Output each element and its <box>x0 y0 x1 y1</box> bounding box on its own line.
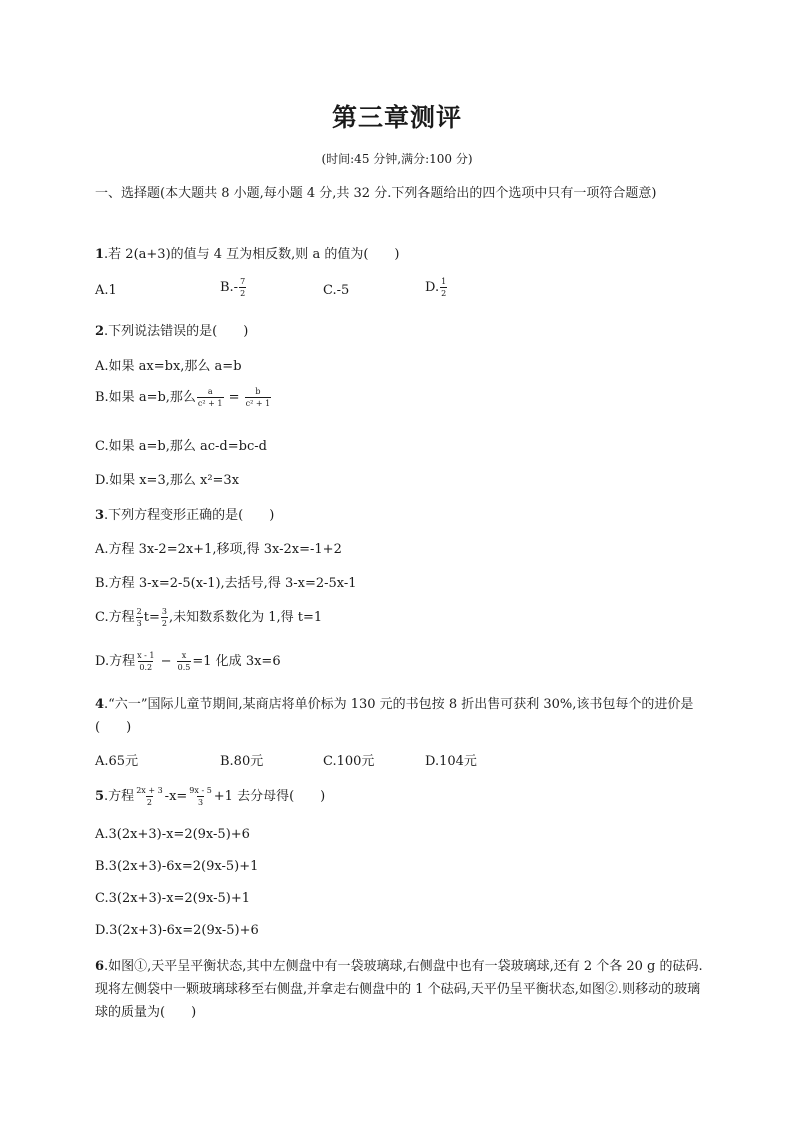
q3-option-a: A.方程 3x-2=2x+1,移项,得 3x-2x=-1+2 <box>95 542 342 557</box>
fraction: $\frac{x}{0.5}$ <box>177 651 191 672</box>
q2-option-c: C.如果 a=b,那么 ac-d=bc-d <box>95 439 267 454</box>
fraction: $\frac{1}{2}$ <box>441 277 447 298</box>
fraction: $\frac{b}{\text{c² + 1}}$ <box>245 387 271 408</box>
q5-option-a: A.3(2x+3)-x=2(9x-5)+6 <box>95 827 250 842</box>
q4-option-c: C.100元 <box>323 754 375 769</box>
q1-option-b: B.- $\frac{7}{2}$ <box>220 277 246 298</box>
question-text: .下列说法错误的是( ) <box>104 324 249 339</box>
q1-option-a: A.1 <box>95 283 117 298</box>
q2-option-d: D.如果 x=3,那么 x²=3x <box>95 473 240 488</box>
question-2 <box>95 320 248 339</box>
question-4 <box>95 693 705 739</box>
q4-option-b: B.80元 <box>220 754 264 769</box>
question-text: .若 2(a+3)的值与 4 互为相反数,则 a 的值为( ) <box>104 247 400 262</box>
fraction: $\frac{3}{2}$ <box>161 607 167 628</box>
q4-option-d: D.104元 <box>425 754 477 769</box>
fraction: $\frac{x - 1}{0.2}$ <box>137 651 155 672</box>
q5-option-c: C.3(2x+3)-x=2(9x-5)+1 <box>95 891 251 906</box>
question-1 <box>95 243 399 262</box>
q4-option-a: A.65元 <box>95 754 139 769</box>
question-number: 1 <box>95 247 105 262</box>
q3-option-d: D.方程 $\frac{x - 1}{0.2}$ − $\frac{x}{0.5}$ =1 化成 3x=6 <box>95 651 281 672</box>
fraction: $\frac{a}{\text{c² + 1}}$ <box>197 387 223 408</box>
question-6 <box>95 955 705 1024</box>
q2-option-a: A.如果 ax=bx,那么 a=b <box>95 359 242 374</box>
page-title: 第三章测评 <box>331 103 462 132</box>
question-number: 3 <box>95 508 105 523</box>
q5-option-b: B.3(2x+3)-6x=2(9x-5)+1 <box>95 859 259 874</box>
q5-option-d: D.3(2x+3)-6x=2(9x-5)+6 <box>95 923 259 938</box>
question-5: 5.方程 $\frac{2x + 3}{2}$ -x= $\frac{9x - 5}{3}$ +1 去分母得( ) <box>95 786 326 807</box>
exam-info: (时间:45 分钟,满分:100 分) <box>321 152 473 166</box>
question-number: 6 <box>95 959 105 974</box>
question-number: 4 <box>95 697 105 712</box>
fraction: $\frac{2}{3}$ <box>136 607 142 628</box>
question-number: 2 <box>95 324 105 339</box>
fraction: $\frac{7}{2}$ <box>240 277 246 298</box>
q2-option-b: B.如果 a=b,那么 $\frac{a}{\text{c² + 1}}$ = $\frac{b}{\text{c² + 1}}$ <box>95 387 271 408</box>
q1-option-d: D. $\frac{1}{2}$ <box>425 277 447 298</box>
q1-option-c: C.-5 <box>323 283 350 298</box>
q3-option-c: C.方程 $\frac{2}{3}$ t= $\frac{3}{2}$ ,未知数系数化为 1,得 t=1 <box>95 607 323 628</box>
question-text: .下列方程变形正确的是( ) <box>104 508 275 523</box>
question-3 <box>95 504 274 523</box>
question-text: .如图①,天平呈平衡状态,其中左侧盘中有一袋玻璃球,右侧盘中也有一袋玻璃球,还有 2 个各 20 g 的砝码.现将左侧袋中一颗玻璃球移至右侧盘,并拿走右侧盘中的 1 个砝码,天平仍呈平衡状态,如图②.则移动的玻璃球的质量为( ) <box>95 959 703 1020</box>
question-number: 5 <box>95 789 105 804</box>
q3-option-b: B.方程 3-x=2-5(x-1),去括号,得 3-x=2-5x-1 <box>95 576 357 591</box>
question-text: .“六一”国际儿童节期间,某商店将单价标为 130 元的书包按 8 折出售可获利 30%,该书包每个的进价是( ) <box>95 697 694 735</box>
fraction: $\frac{9x - 5}{3}$ <box>189 786 212 807</box>
section-heading: 一、选择题(本大题共 8 小题,每小题 4 分,共 32 分.下列各题给出的四个选项中只有一项符合题意) <box>95 186 657 201</box>
fraction: $\frac{2x + 3}{2}$ <box>136 786 163 807</box>
